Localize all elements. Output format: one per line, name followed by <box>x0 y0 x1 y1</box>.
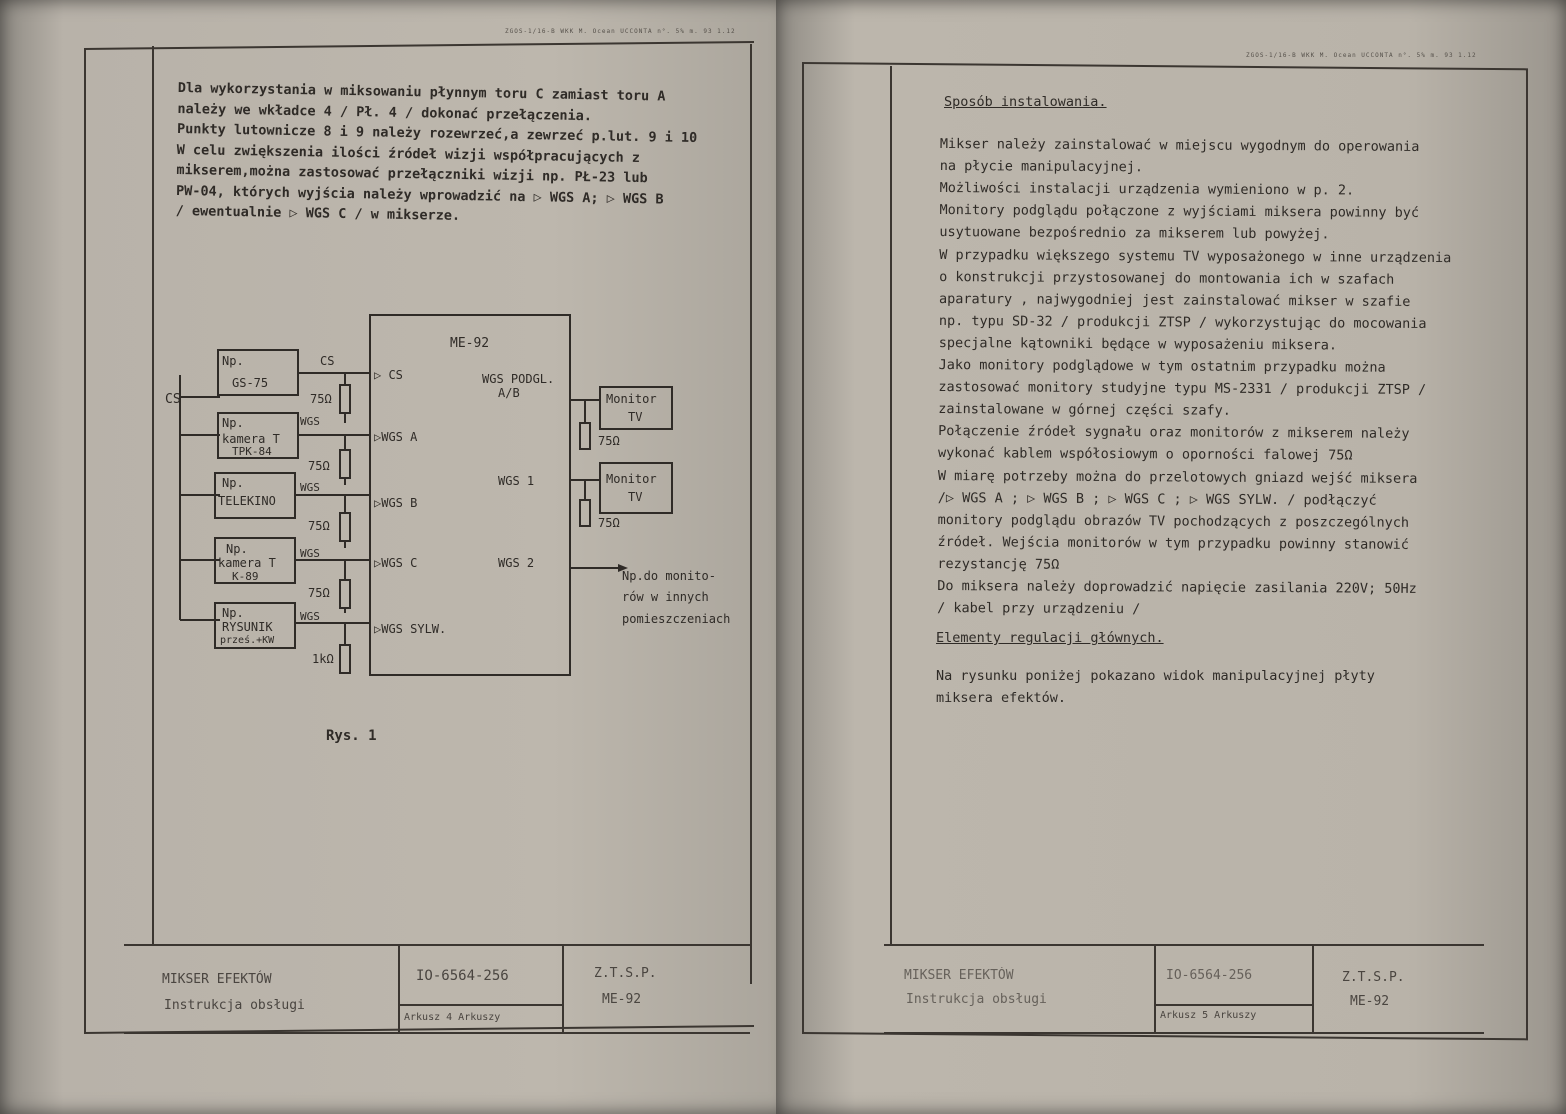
resistor-3-label: 75Ω <box>308 519 330 533</box>
text-line: specjalne kątowniki będące w wyposażeniu miksera. <box>938 334 1338 354</box>
monitor-1-label1: Monitor <box>606 392 657 406</box>
left-tb-org: Z.T.S.P. <box>594 966 657 981</box>
monitor-box-2 <box>600 463 672 513</box>
monitor-2-label2: TV <box>628 490 643 504</box>
source-2-line3: TPK-84 <box>232 445 272 458</box>
right-tb-name: MIKSER EFEKTÓW <box>904 968 1014 983</box>
left-tb-sheet: Arkusz 4 Arkuszy <box>404 1012 501 1023</box>
source-2-line1: Np. <box>222 416 244 430</box>
source-1-line2: GS-75 <box>232 376 269 390</box>
resistor-2-label: 75Ω <box>308 459 330 473</box>
signal-4: WGS <box>300 547 320 560</box>
output-wgs2-label: WGS 2 <box>498 556 535 570</box>
figure-caption: Rys. 1 <box>326 728 377 744</box>
text-line: na płycie manipulacyjnej. <box>939 158 1144 176</box>
source-2-line2: kamera T <box>222 432 280 446</box>
output-podgl-label2: A/B <box>498 386 520 400</box>
left-margin-line <box>152 46 154 946</box>
text-line: Punkty lutownicze 8 i 9 należy rozewrzeć,a zewrzeć p.lut. 9 i 10 <box>176 120 698 147</box>
text-line: W celu zwiększenia ilości źródeł wizji współpracujących z <box>176 141 641 166</box>
source-3-line2: TELEKINO <box>218 494 276 508</box>
text-line: należy we wkładce 4 / Pł. 4 / dokonać przełączenia. <box>177 100 593 124</box>
cs-bus-label: CS <box>165 392 181 407</box>
source-5-line2: RYSUNIK <box>222 620 273 634</box>
text-line: usytuowane bezpośrednio za mikserem lub powyżej. <box>939 224 1330 243</box>
output-note-2: rów w innych <box>622 590 709 604</box>
left-title-block <box>124 944 750 1034</box>
text-line: Na rysunku poniżej pokazano widok manipulacyjnej płyty <box>936 668 1375 684</box>
right-tb-model: ME-92 <box>1350 994 1390 1009</box>
text-line: zastosować monitory studyjne typu MS-2331 / produkcji ZTSP / <box>938 379 1427 399</box>
source-5-line3: prześ.+KW <box>220 635 275 646</box>
left-header-print: ZGOS-1/16-B WKK M. Ocean UCCONTA n°. 5% m. 93 1.12 <box>505 28 736 35</box>
text-line: Mikser należy zainstalować w miejscu wygodnym do operowania <box>939 135 1420 155</box>
right-tb-docnum: IO-6564-256 <box>1166 968 1253 983</box>
resistor-5-label: 1kΩ <box>312 652 334 666</box>
resistor-1-label: 75Ω <box>310 392 332 406</box>
signal-2: WGS <box>300 415 320 428</box>
mixer-label: ME-92 <box>450 336 490 351</box>
install-heading: Sposób instalowania. <box>944 94 1107 110</box>
text-line: / kabel przy urządzeniu / <box>937 600 1141 618</box>
source-4-line1: Np. <box>226 542 248 556</box>
text-line: W miarę potrzeby można do przelotowych gniazd wejść miksera <box>937 467 1418 487</box>
text-line: zainstalowane w górnej części szafy. <box>938 401 1231 419</box>
text-line: Monitory podglądu połączone z wyjściami miksera powinny być <box>939 202 1420 222</box>
left-tb-subtitle: Instrukcja obsługi <box>164 998 305 1013</box>
text-line: wykonać kablem współosiowym o oporności falowej 75Ω <box>938 445 1353 464</box>
source-5-line1: Np. <box>222 606 244 620</box>
left-tb-model: ME-92 <box>602 992 642 1007</box>
port-wgs-sylw: ▷WGS SYLW. <box>374 622 447 636</box>
output-podgl-label: WGS PODGL. <box>482 372 555 386</box>
text-line: miksera efektów. <box>936 689 1067 706</box>
monitor-1-label2: TV <box>628 410 643 424</box>
right-header-print: ZGOS-1/16-B WKK M. Ocean UCCONTA n°. 5% m. 93 1.12 <box>1246 52 1477 59</box>
source-1-line1: Np. <box>222 354 244 368</box>
monitor-1-resistor: 75Ω <box>598 434 620 448</box>
right-tb-org: Z.T.S.P. <box>1342 970 1405 985</box>
text-line: /▷ WGS A ; ▷ WGS B ; ▷ WGS C ; ▷ WGS SYLW. / podłączyć <box>937 489 1377 509</box>
text-line: / ewentualnie ▷ WGS C / w mikserze. <box>175 202 461 224</box>
text-line: mikserem,można zastosować przełączniki wizji np. PŁ-23 lub <box>176 161 648 187</box>
controls-heading: Elementy regulacji głównych. <box>936 630 1164 646</box>
port-cs: ▷ CS <box>374 368 403 382</box>
signal-5: WGS <box>300 610 320 623</box>
text-line: PW-04, których wyjścia należy wprowadzić na ▷ WGS A; ▷ WGS B <box>175 182 664 207</box>
monitor-2-resistor: 75Ω <box>598 516 620 530</box>
text-line: Połączenie źródeł sygnału oraz monitorów z mikserem należy <box>938 423 1410 443</box>
text-line: Możliwości instalacji urządzenia wymieniono w p. 2. <box>939 180 1355 199</box>
text-line: np. typu SD-32 / produkcji ZTSP / wykorzystując do mocowania <box>938 312 1427 332</box>
block-diagram <box>160 305 780 666</box>
monitor-2-label1: Monitor <box>606 472 657 486</box>
right-page <box>776 0 1566 1114</box>
source-4-line3: K-89 <box>232 570 259 583</box>
left-tb-name: MIKSER EFEKTÓW <box>162 972 272 987</box>
text-line: W przypadku większego systemu TV wyposażonego w inne urządzenia <box>939 246 1452 266</box>
source-4-line2: kamera T <box>218 556 276 570</box>
right-tb-sheet: Arkusz 5 Arkuszy <box>1160 1010 1257 1021</box>
left-tb-docnum: IO-6564-256 <box>416 968 509 984</box>
signal-1: CS <box>320 354 335 368</box>
text-line: Dla wykorzystania w miksowaniu płynnym toru C zamiast toru A <box>177 79 666 105</box>
resistor-4-label: 75Ω <box>308 586 330 600</box>
text-line: Do miksera należy doprowadzić napięcie zasilania 220V; 50Hz <box>937 577 1417 597</box>
port-wgs-c: ▷WGS C <box>374 556 418 570</box>
text-line: o konstrukcji przystosowanej do montowania ich w szafach <box>939 268 1395 288</box>
text-line: aparatury , najwygodniej jest zainstalować mikser w szafie <box>938 290 1411 310</box>
text-line: monitory podglądu obrazów TV pochodzących z poszczególnych <box>937 511 1410 531</box>
text-line: źródeł. Wejścia monitorów w tym przypadku powinny stanowić <box>937 533 1409 553</box>
right-tb-subtitle: Instrukcja obsługi <box>906 992 1047 1007</box>
output-note-1: Np.do monito- <box>622 569 716 583</box>
source-3-line1: Np. <box>222 476 244 490</box>
text-line: Jako monitory podglądowe w tym ostatnim przypadku można <box>938 356 1386 376</box>
signal-3: WGS <box>300 481 320 494</box>
output-note-3: pomieszczeniach <box>622 612 731 626</box>
right-margin-line <box>890 66 892 946</box>
right-title-block <box>884 944 1484 1034</box>
port-wgs-b: ▷WGS B <box>374 496 418 510</box>
port-wgs-a: ▷WGS A <box>374 430 418 444</box>
output-wgs1-label: WGS 1 <box>498 474 535 488</box>
text-line: rezystancję 75Ω <box>937 555 1060 573</box>
